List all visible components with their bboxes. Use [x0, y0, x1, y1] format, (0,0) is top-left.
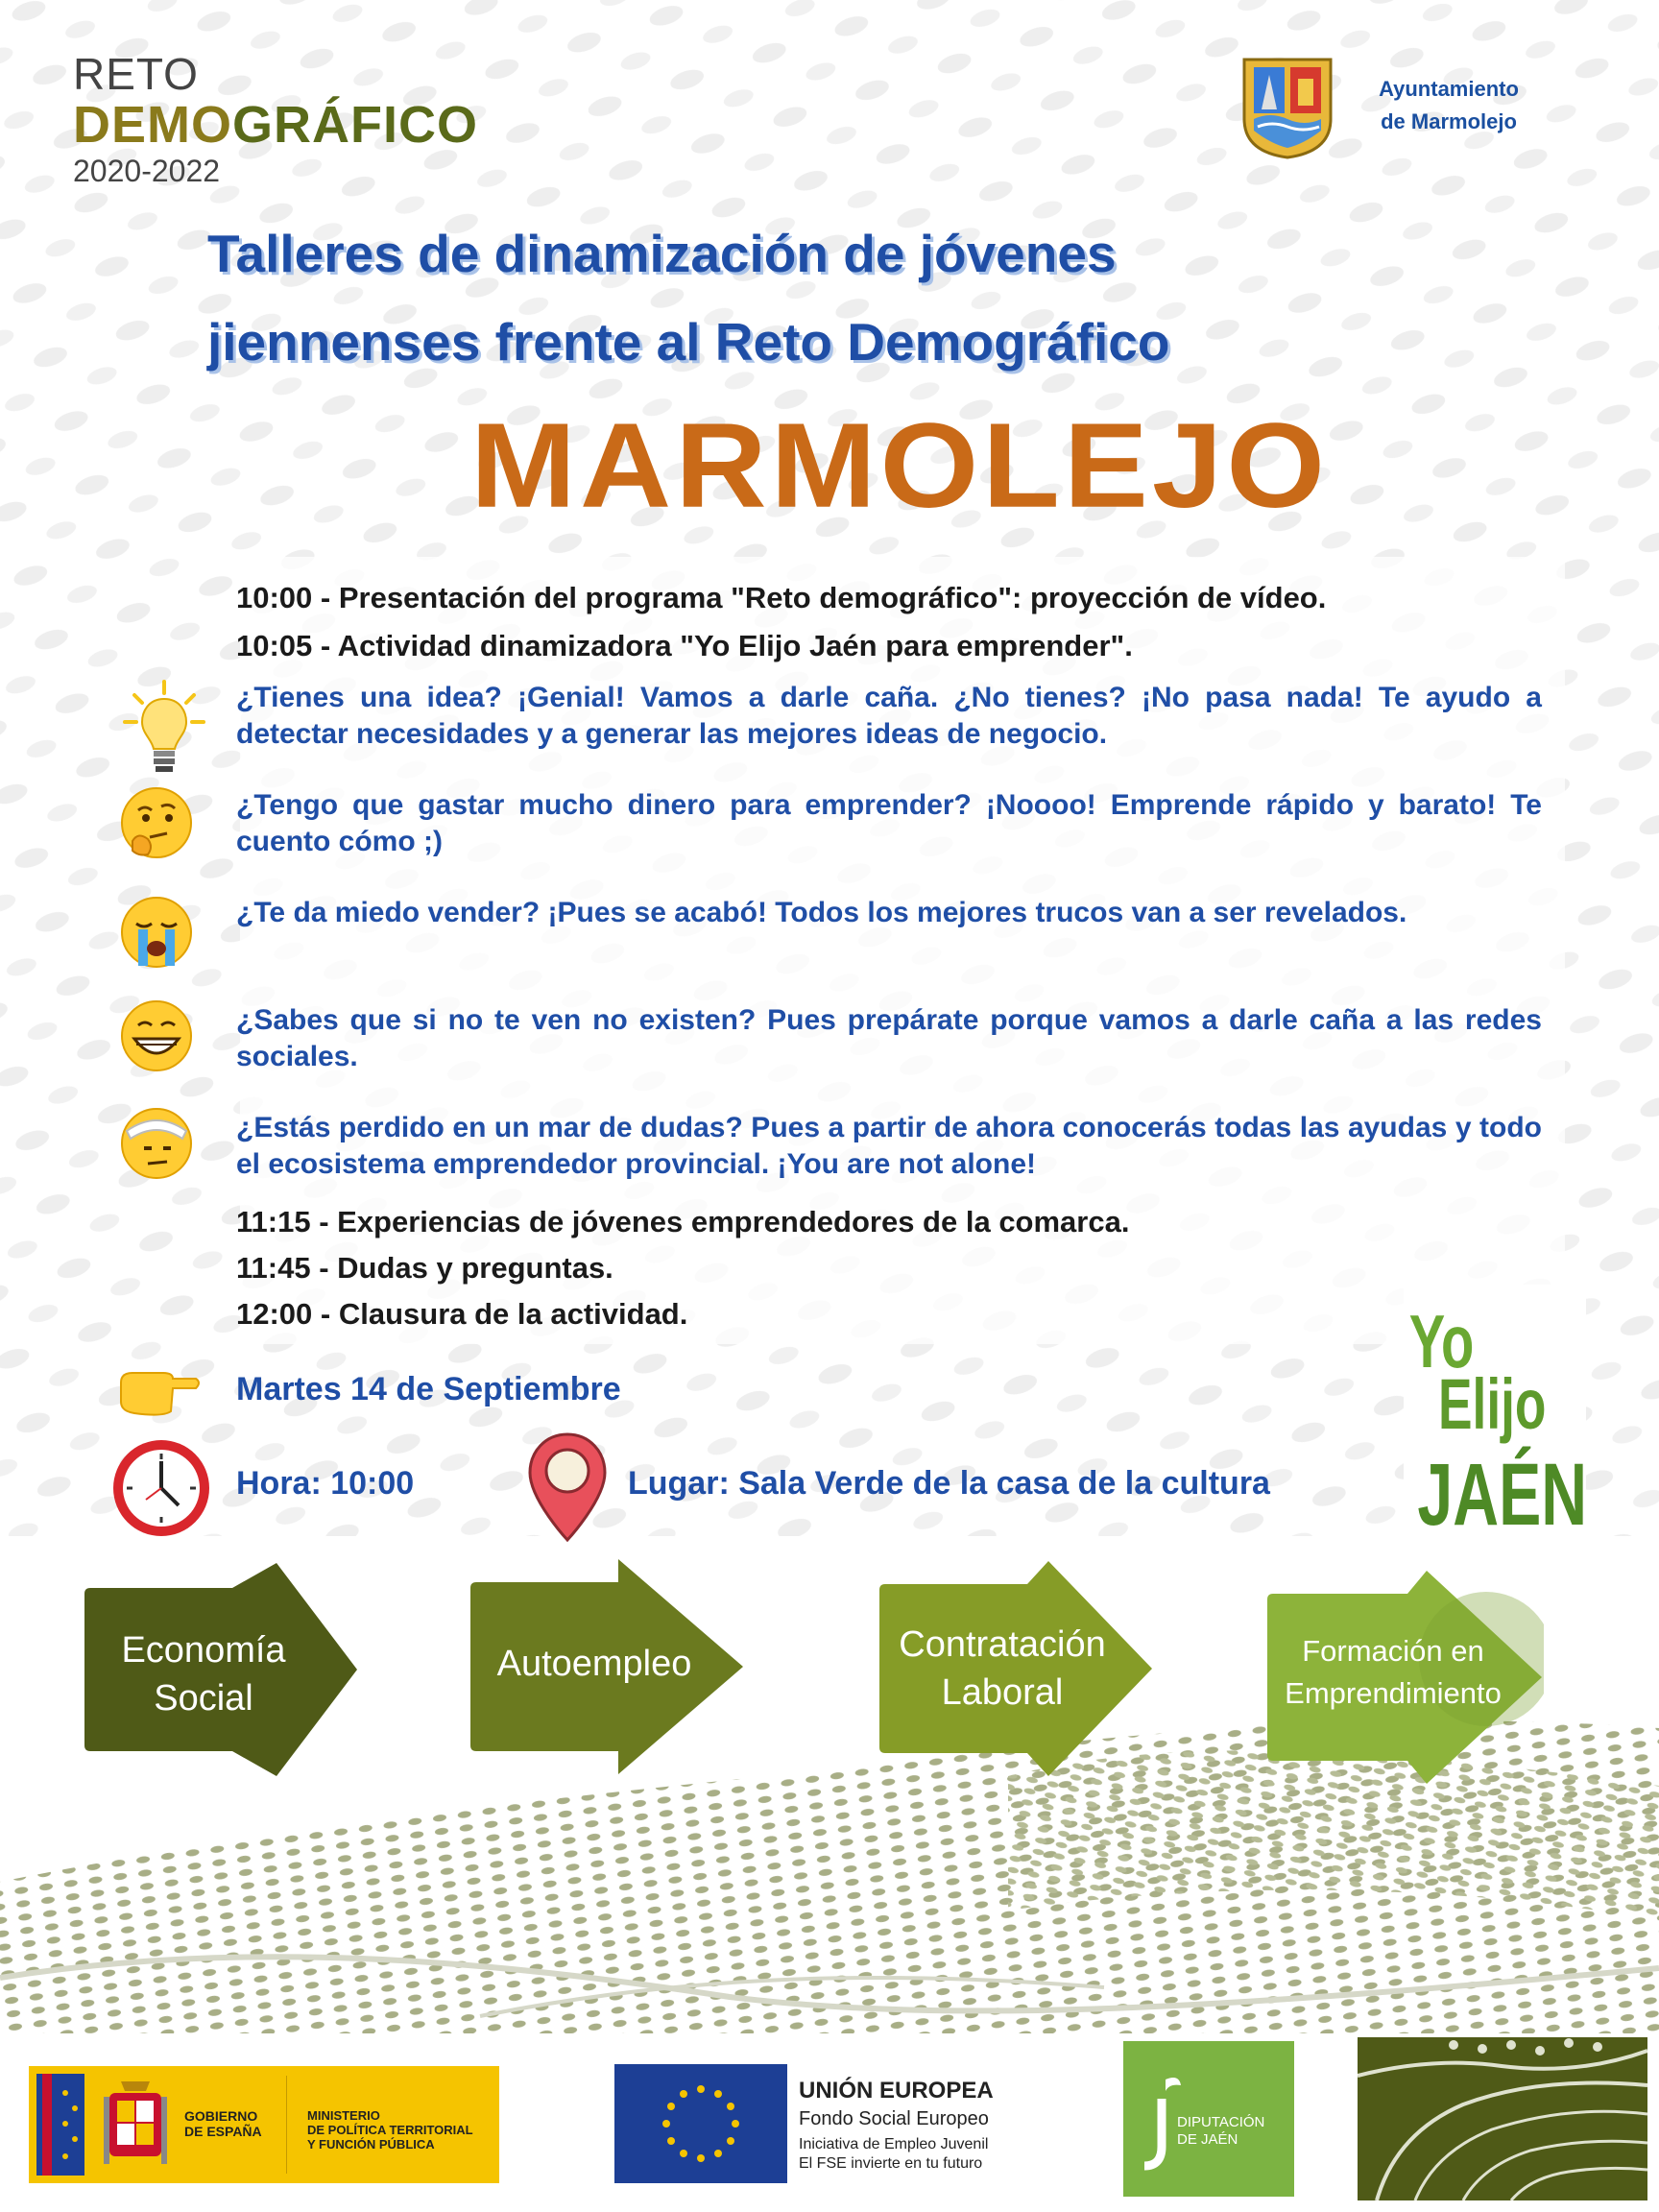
- schedule-item: 10:05 - Actividad dinamizadora "Yo Elijo Jaén para emprender".: [236, 629, 1133, 662]
- highlight-text: ¿Sabes que si no te ven no existen? Pues prepárate porque vamos a darle caña a las redes sociales.: [236, 1004, 1542, 1072]
- schedule-item: 12:00 - Clausura de la actividad.: [236, 1297, 688, 1331]
- arrow-label: Contratación Laboral: [899, 1624, 1106, 1713]
- crying-face-icon: [119, 895, 194, 970]
- highlight-text: ¿Estás perdido en un mar de dudas? Pues a partir de ahora conocerás todas las ayudas y todo el ecosistema emprendedor provincial. ¡You are not alone!: [236, 1112, 1542, 1180]
- bandaged-face-icon: [119, 1106, 194, 1181]
- ayuntamiento-shield-icon: [1237, 52, 1338, 159]
- diputacion-jaen-logo: [1123, 2041, 1294, 2197]
- gobierno-text: GOBIERNO DE ESPAÑA: [184, 2108, 262, 2139]
- event-date: Martes 14 de Septiembre: [236, 1371, 621, 1407]
- arrow-label: Autoempleo: [496, 1644, 692, 1684]
- ue-subtitle: Fondo Social Europeo: [799, 2108, 989, 2129]
- diputacion-text: DIPUTACIÓN DE JAÉN: [1177, 2114, 1265, 2148]
- lightbulb-icon: [121, 678, 207, 778]
- grinning-face-icon: [119, 998, 194, 1073]
- logo-line-demografico: DEMOGRÁFICO: [73, 96, 478, 154]
- landscape-graphic: [1358, 2037, 1647, 2200]
- ayuntamiento-name: Ayuntamiento de Marmolejo: [1379, 77, 1519, 133]
- highlight-text: ¿Tienes una idea? ¡Genial! Vamos a darle caña. ¿No tienes? ¡No pasa nada! Te ayudo a detectar necesidades y a generar las mejores ideas de negocio.: [236, 682, 1542, 750]
- union-europea-logo: [614, 2064, 1018, 2183]
- town-name: MARMOLEJO: [470, 397, 1329, 533]
- ue-note: Iniciativa de Empleo Juvenil El FSE invierte en tu futuro: [799, 2136, 989, 2172]
- highlight-text: ¿Te da miedo vender? ¡Pues se acabó! Todos los mejores trucos van a ser revelados.: [236, 897, 1407, 928]
- pointing-hand-icon: [115, 1363, 202, 1421]
- yo-elijo-jaen-logo: [1404, 1285, 1586, 1544]
- eu-flag-icon: [614, 2064, 787, 2183]
- ministerio-text: MINISTERIO DE POLÍTICA TERRITORIAL Y FUNCIÓN PÚBLICA: [307, 2108, 473, 2152]
- diputacion-emblem-icon: [1137, 2070, 1183, 2176]
- logo-line-reto: RETO: [73, 49, 199, 99]
- spain-flag-icon: [36, 2074, 84, 2176]
- schedule-item: 10:00 - Presentación del programa "Reto demográfico": proyección de vídeo.: [236, 581, 1327, 614]
- ue-title: UNIÓN EUROPEA: [799, 2078, 994, 2104]
- schedule-item: 11:15 - Experiencias de jóvenes emprendedores de la comarca.: [236, 1205, 1130, 1238]
- thinking-face-icon: [119, 785, 194, 860]
- event-time: Hora: 10:00: [236, 1465, 415, 1502]
- coat-of-arms-icon: [102, 2078, 169, 2172]
- clock-icon: [108, 1434, 215, 1540]
- arrow-label: Economía Social: [121, 1630, 286, 1719]
- highlight-text: ¿Tengo que gastar mucho dinero para emprender? ¡Noooo! Emprende rápido y barato! Te cuento cómo ;): [236, 789, 1542, 857]
- logo-years: 2020-2022: [73, 154, 221, 188]
- gobierno-espana-logo: [29, 2066, 499, 2183]
- page-title: Talleres de dinamización de jóvenes jiennenses frente al Reto Demográfico: [207, 224, 1170, 372]
- location-pin-icon: [524, 1431, 611, 1544]
- logo-word-jaen: JAÉN: [1417, 1444, 1586, 1544]
- logo-word-elijo: Elijo: [1438, 1364, 1547, 1445]
- divider: [286, 2076, 287, 2174]
- arrow-label: Formación en Emprendimiento: [1285, 1634, 1502, 1710]
- schedule-item: 11:45 - Dudas y preguntas.: [236, 1251, 613, 1285]
- logo-word-yo: Yo: [1408, 1299, 1475, 1384]
- reto-demografico-logo: [73, 50, 476, 194]
- event-place: Lugar: Sala Verde de la casa de la cultura: [628, 1465, 1270, 1502]
